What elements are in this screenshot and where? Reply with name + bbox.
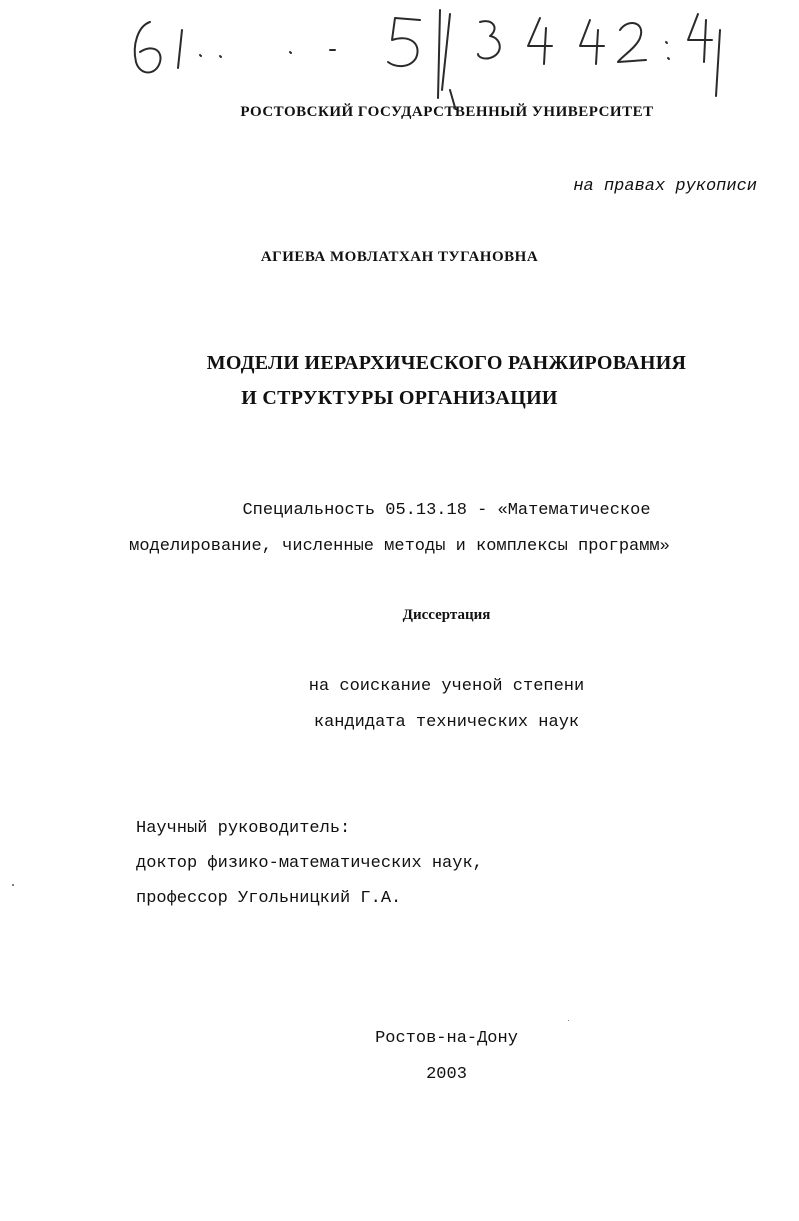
scan-speck — [568, 1020, 569, 1021]
university-name: РОСТОВСКИЙ ГОСУДАРСТВЕННЫЙ УНИВЕРСИТЕТ — [240, 104, 654, 120]
thesis-title-line-2: И СТРУКТУРЫ ОРГАНИЗАЦИИ — [241, 387, 558, 409]
degree-line-1: на соискание ученой степени — [308, 677, 585, 696]
handwritten-archive-code — [120, 0, 740, 110]
author-name: АГИЕВА МОВЛАТХАН ТУГАНОВНА — [260, 249, 539, 265]
thesis-title-line-1: МОДЕЛИ ИЕРАРХИЧЕСКОГО РАНЖИРОВАНИЯ — [206, 352, 687, 374]
city: Ростов-на-Дону — [375, 1029, 518, 1048]
scan-speck — [12, 884, 14, 886]
year: 2003 — [426, 1065, 467, 1084]
advisor-label: Научный руководитель: — [136, 819, 351, 838]
advisor-degree: доктор физико-математических наук, — [136, 854, 483, 873]
rights-note: на правах рукописи — [573, 177, 757, 196]
specialty-line-2: моделирование, численные методы и комплексы программ» — [129, 537, 670, 556]
specialty-line-1: Специальность 05.13.18 - «Математическое — [242, 501, 651, 520]
advisor-name: профессор Угольницкий Г.А. — [136, 889, 402, 908]
degree-line-2: кандидата технических наук — [313, 713, 580, 732]
document-type: Диссертация — [402, 607, 491, 623]
